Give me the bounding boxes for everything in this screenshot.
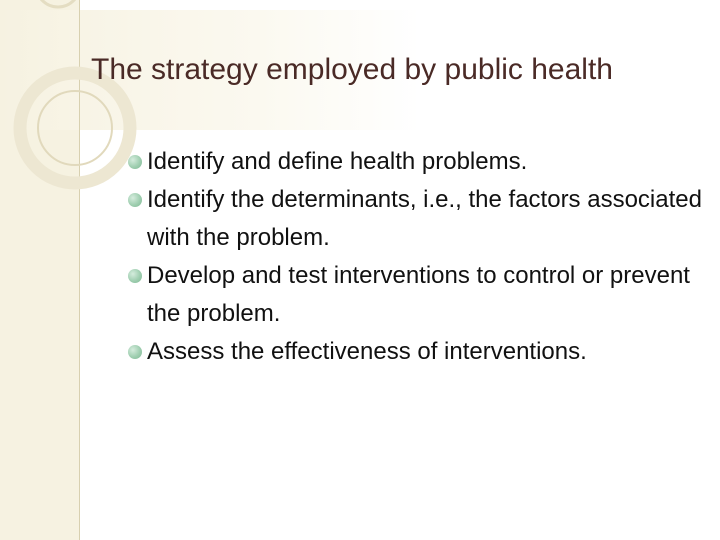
bullet-dot-icon <box>128 345 142 359</box>
bullet-item <box>128 257 708 333</box>
bullet-item <box>128 181 708 257</box>
bullet-text: Assess the effectiveness of interventions. <box>147 338 587 365</box>
bullet-text: Identify and define health problems. <box>147 148 528 175</box>
bullet-text: Identify the determinants, i.e., the factors associated with the problem. <box>147 186 702 251</box>
ring-large <box>20 73 130 183</box>
slide-title: The strategy employed by public health <box>91 53 613 86</box>
bullet-text: Develop and test interventions to control or prevent the problem. <box>147 262 690 327</box>
bullet-item <box>128 333 708 371</box>
ring-top-small <box>36 0 80 7</box>
bullet-dot-icon <box>128 193 142 207</box>
bullet-item <box>128 143 708 181</box>
ring-inner <box>38 91 112 165</box>
bullet-list <box>128 143 708 371</box>
bullet-dot-icon <box>128 269 142 283</box>
bullet-dot-icon <box>128 155 142 169</box>
